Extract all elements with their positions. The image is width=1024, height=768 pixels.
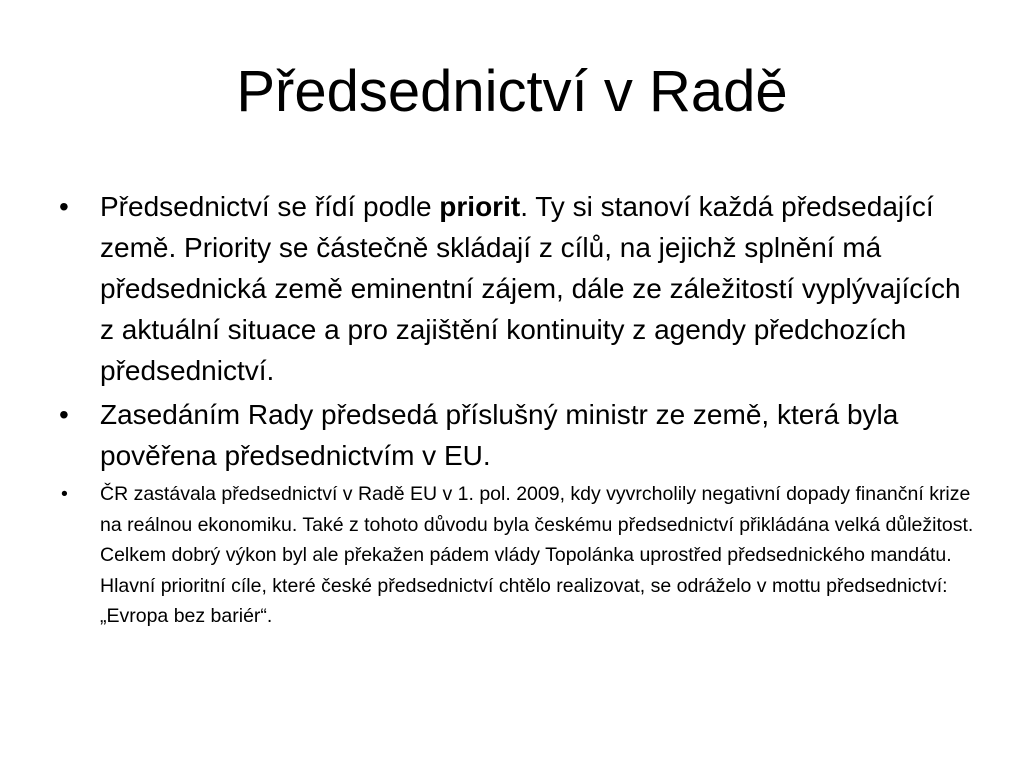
- bullet-item-council-chair: [59, 394, 980, 476]
- bullet-text-after: . Ty si stanoví každá předsedající země. Priority se částečně skládají z cílů, na jejichž splnění má předsednická země eminentní zájem, dále ze záležitostí vyplývajících z aktuální situace a pro zajištění kontinuity z agendy předchozích předsednictví.: [100, 191, 961, 386]
- bullet-dot-icon: •: [59, 399, 69, 430]
- bullet-item-czech-presidency: [61, 479, 980, 632]
- bullet-text-before: Předsednictví se řídí podle: [100, 191, 440, 222]
- bullet-item-priorities: [59, 186, 980, 391]
- bullet-text: Zasedáním Rady předsedá příslušný ministr ze země, která byla pověřena předsednictvím v EU.: [100, 399, 899, 471]
- slide-title: Předsednictví v Radě: [236, 59, 788, 124]
- bullet-text: ČR zastávala předsednictví v Radě EU v 1. pol. 2009, kdy vyvrcholily negativní dopady finanční krize na reálnou ekonomiku. Také z tohoto důvodu byla českému předsednictví přikládána velká důležitost. Celkem dobrý výkon byl ale překažen pádem vlády Topolánka uprostřed předsednického mandátu. Hlavní prioritní cíle, které české předsednictví chtělo realizovat, se odráželo v mottu předsednictví: „Evropa bez bariér“.: [100, 483, 974, 627]
- bullet-list: [59, 186, 980, 632]
- bullet-dot-icon: •: [59, 191, 69, 222]
- bullet-dot-icon: •: [61, 483, 68, 505]
- bullet-text-bold: priorit: [439, 191, 521, 222]
